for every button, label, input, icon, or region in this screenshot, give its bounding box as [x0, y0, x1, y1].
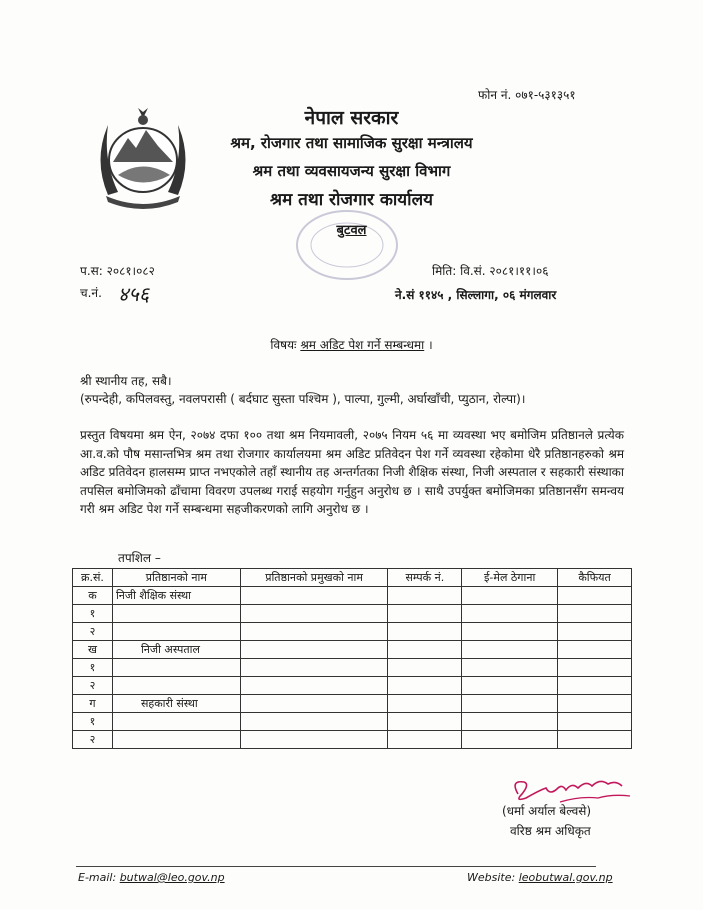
col-head-name: प्रतिष्ठानको प्रमुखको नाम — [240, 569, 388, 587]
institution-cell — [112, 713, 240, 731]
table-row — [73, 659, 632, 677]
location-text: बुटवल — [336, 223, 367, 238]
institution-cell — [112, 623, 240, 641]
table-row — [73, 587, 632, 605]
institution-cell: निजी शैक्षिक संस्था — [112, 587, 240, 605]
ministry-name: श्रम, रोजगार तथा सामाजिक सुरक्षा मन्त्रालय — [230, 134, 473, 152]
office-stamp-icon — [292, 205, 402, 285]
institution-cell — [112, 677, 240, 695]
signatory-title: वरिष्ठ श्रम अधिकृत — [510, 824, 591, 838]
institution-cell — [112, 731, 240, 749]
institution-cell: सहकारी संस्था — [112, 695, 240, 713]
recipient-line: श्री स्थानीय तह, सबै। — [80, 374, 172, 388]
date-ns: ने.सं ११४५ , सिल्लागा, ०६ मंगलवार — [395, 288, 557, 302]
table-row — [73, 695, 632, 713]
institution-cell — [112, 659, 240, 677]
website-link[interactable]: leobutwal.gov.np — [518, 871, 613, 884]
details-heading: तपशिल – — [118, 551, 161, 565]
table-row — [73, 713, 632, 731]
footer-email — [78, 871, 225, 884]
letter-body: प्रस्तुत विषयमा श्रम ऐन, २०७४ दफा १०० तथा श्रम नियमावली, २०७५ नियम ५६ मा व्यवस्था भए बमोजिम प्रतिष्ठानले प्रत्येक आ.व.को पौष मसान्तभित्र श्रम तथा रोजगार कार्यालयमा श्रम अडिट प्रतिवेदन पेश गर्ने व्यवस्था रहेकोमा धेरै प्रतिष्ठानहरुको श्रम अडिट प्रतिवेदन हालसम्म प्राप्त नभएकोले तहाँ स्थानीय तह अन्तर्गतका निजी शैक्षिक संस्था, निजी अस्पताल र सहकारी संस्थाका तपसिल बमोजिमको ढाँचामा विवरण उपलब्ध गराई सहयोग गर्नुहुन अनुरोध छ । साथै उपर्युक्त बमोजिमका प्रतिष्ठानसँग समन्वय गरी श्रम अडिट पेश गर्ने सम्बन्धमा सहजीकरणको लागि अनुरोध छ । — [80, 428, 624, 517]
col-remarks: कैफियत — [558, 569, 632, 587]
subject-text: श्रम अडिट पेश गर्ने सम्बन्धमा — [300, 338, 425, 352]
table-row — [73, 623, 632, 641]
serial-cell: २ — [73, 677, 113, 695]
reference-number: प.स: २०८१।०८२ — [80, 264, 155, 278]
dispatch-label: च.नं. — [80, 286, 102, 300]
date-bs: मिति: वि.सं. २०८१।११।०६ — [432, 264, 549, 278]
recipient-districts: (रुपन्देही, कपिलवस्तु, नवलपरासी ( बर्दघाट सुस्ता पश्चिम ), पाल्पा, गुल्मी, अर्घाखाँची, प्युठान, रोल्पा)। — [80, 392, 526, 406]
table-header-row — [73, 569, 632, 587]
serial-cell: १ — [73, 713, 113, 731]
email-link[interactable]: butwal@leo.gov.np — [119, 871, 225, 884]
table-row — [73, 605, 632, 623]
institution-cell: निजी अस्पताल — [112, 641, 240, 659]
department-name: श्रम तथा व्यवसायजन्य सुरक्षा विभाग — [252, 162, 451, 180]
table-row — [73, 731, 632, 749]
office-location — [0, 220, 703, 238]
subject-line — [0, 336, 703, 353]
subject-label: विषयः — [270, 338, 297, 352]
col-email: ई-मेल ठेगाना — [462, 569, 558, 587]
col-contact: सम्पर्क नं. — [388, 569, 462, 587]
col-institution-name: प्रतिष्ठानको नाम — [112, 569, 240, 587]
phone-number: फोन नं. ०७१-५३१३५१ — [478, 88, 576, 102]
col-serial: क्र.सं. — [73, 569, 113, 587]
institution-cell — [112, 605, 240, 623]
government-name: नेपाल सरकार — [304, 107, 399, 129]
serial-cell: क — [73, 587, 113, 605]
subject-end: । — [428, 338, 433, 352]
signatory-name: (धर्मा अर्याल बेल्वसे) — [502, 804, 592, 818]
serial-cell: १ — [73, 659, 113, 677]
serial-cell: २ — [73, 731, 113, 749]
serial-cell: २ — [73, 623, 113, 641]
details-table — [72, 568, 632, 749]
table-row — [73, 677, 632, 695]
email-label: E-mail: — [78, 871, 117, 884]
dispatch-number: ४५६ — [118, 282, 150, 306]
website-label: Website: — [467, 871, 516, 884]
footer-divider — [76, 866, 596, 867]
serial-cell: ख — [73, 641, 113, 659]
serial-cell: १ — [73, 605, 113, 623]
office-name: श्रम तथा रोजगार कार्यालय — [270, 190, 433, 210]
table-row — [73, 641, 632, 659]
footer-website — [467, 871, 613, 884]
serial-cell: ग — [73, 695, 113, 713]
